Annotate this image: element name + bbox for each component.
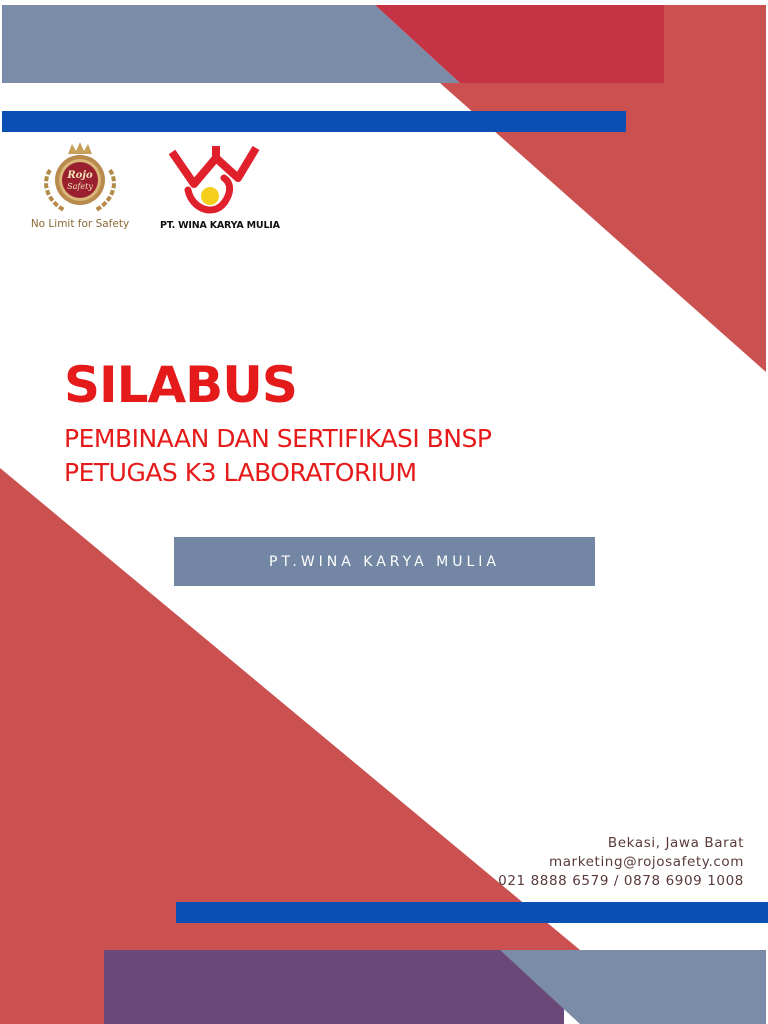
page-subtitle [64,422,491,490]
bottom-blue-bar [176,902,768,923]
company-banner [174,537,595,586]
company-banner-text: PT.WINA KARYA MULIA [269,553,500,570]
contact-email[interactable]: marketing@rojosafety.com [548,854,744,870]
rojo-emblem-icon [28,140,132,218]
subtitle-line-2: PETUGAS K3 LABORATORIUM [64,458,417,487]
rojo-safety-logo [28,140,132,236]
wina-karya-mulia-logo [160,144,280,236]
contact-location: Bekasi, Jawa Barat [607,835,744,851]
contact-phone[interactable]: 021 8888 6579 / 0878 6909 1008 [498,873,744,889]
subtitle-line-1: PEMBINAAN DAN SERTIFIKASI BNSP [64,424,492,453]
wina-emblem-icon [168,144,260,216]
page-title: SILABUS [64,356,297,414]
bottom-purple-block [104,950,564,1024]
top-blue-bar [2,111,626,132]
rojo-tagline: No Limit for Safety [30,218,130,230]
rojo-emblem-text-2: Safety [67,182,93,191]
wina-company-name: PT. WINA KARYA MULIA [160,220,280,231]
contact-info [498,834,744,891]
rojo-emblem-text-1: Rojo [67,170,93,181]
